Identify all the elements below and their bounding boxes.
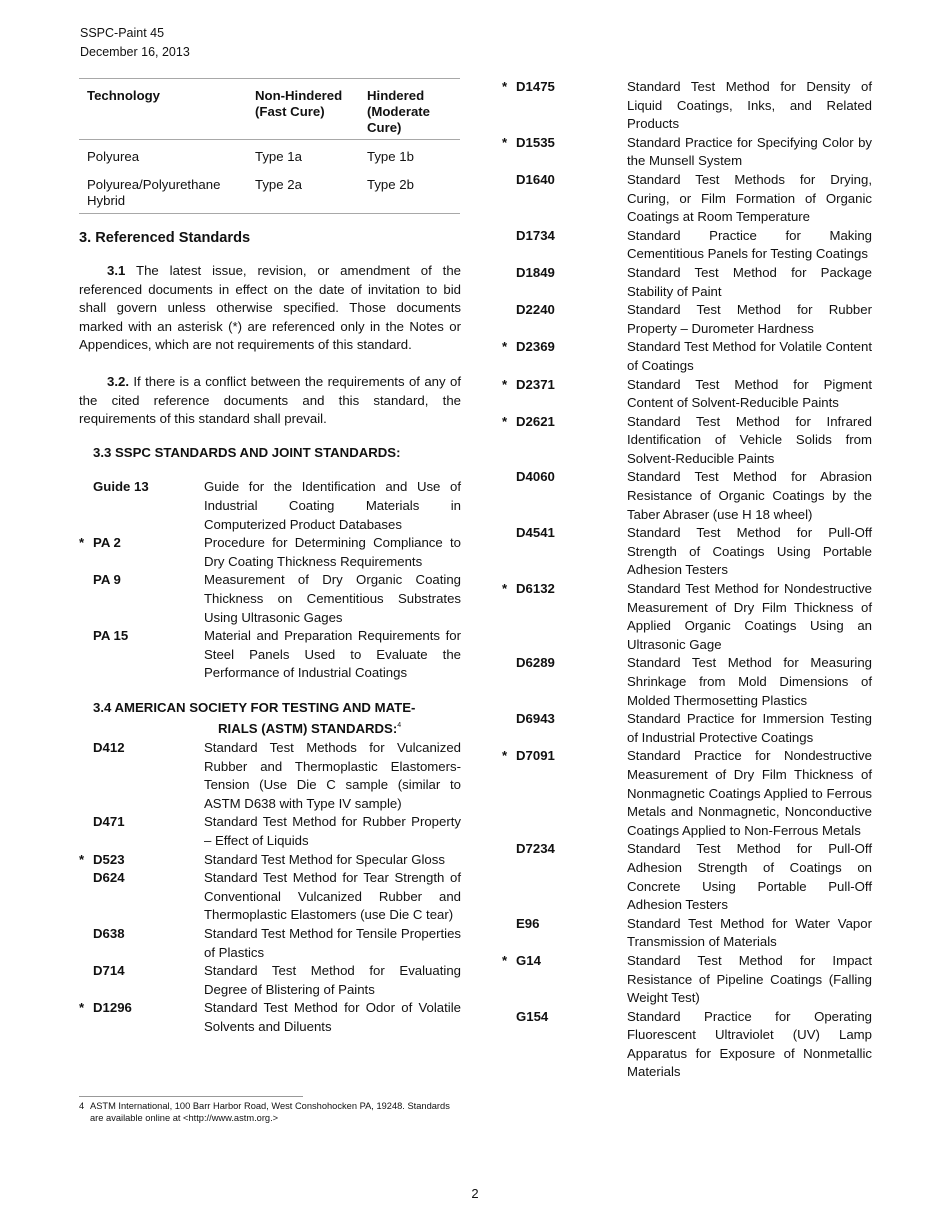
subsection-heading-line1: 3.4 AMERICAN SOCIETY FOR TESTING AND MATE- [93,699,416,715]
reference-title: Standard Test Method for Impact Resistance of Pipeline Coatings (Falling Weight Test) [627,952,872,1006]
sspc-reference-list [79,478,461,683]
reference-entry [502,1008,872,1082]
reference-code: D1640 [516,171,555,187]
reference-entry [502,524,872,580]
reference-code: G154 [516,1008,549,1024]
reference-code: D412 [93,740,125,756]
table-row [79,140,460,169]
table-cell: Polyurea/Polyurethane Hybrid [87,177,221,208]
reference-title: Standard Test Method for Tensile Properties of Plastics [204,926,461,960]
reference-entry [79,478,461,534]
asterisk-marker [502,264,516,301]
reference-code: D7091 [516,748,555,764]
reference-entry [79,534,461,571]
reference-title: Standard Test Method for Water Vapor Transmission of Materials [627,915,872,950]
reference-entry [502,338,872,375]
reference-title: Standard Test Method for Evaluating Degree of Blistering of Paints [204,963,461,997]
reference-title: Standard Test Methods for Vulcanized Rubber and Thermoplastic Elastomers-Tension (Use Die C sample (similar to ASTM D638 with Type IV sample) [204,740,461,811]
reference-code: G14 [516,952,541,968]
reference-code: D1849 [516,264,555,280]
asterisk-marker: * [502,952,508,968]
table-cell: Polyurea [87,149,140,164]
paragraph-number: 3.2. [107,373,129,389]
reference-title: Material and Preparation Requirements for Steel Panels Used to Evaluate the Performance of Industrial Coatings [204,628,461,681]
reference-title: Standard Test Method for Density of Liquid Coatings, Inks, and Related Products [627,79,872,132]
reference-entry [79,571,461,627]
paragraph-number: 3.1 [107,263,126,278]
subsection-heading-line2: RIALS (ASTM) STANDARDS: [218,721,398,737]
reference-title: Standard Test Method for Tear Strength of Conventional Vulcanized Rubber and Thermoplastic Elastomers (use Die C tear) [204,870,461,923]
reference-code: D624 [93,870,125,886]
asterisk-marker [502,710,516,747]
asterisk-marker [79,739,93,813]
reference-entry [502,840,872,914]
reference-entry [502,915,872,952]
reference-title: Standard Test Method for Odor of Volatile Solvents and Diluents [204,1000,461,1034]
reference-title: Standard Test Method for Rubber Property – Durometer Hardness [627,302,872,336]
reference-entry [502,468,872,524]
reference-title: Standard Practice for Specifying Color by the Munsell System [627,134,872,169]
asterisk-marker [79,925,93,962]
asterisk-marker [502,1008,516,1082]
reference-code: D1734 [516,227,555,243]
reference-code: E96 [516,915,540,931]
reference-title: Standard Test Method for Measuring Shrinkage from Mold Dimensions of Molded Thermosetting Plastics [627,655,872,708]
asterisk-marker: * [79,535,85,551]
right-column [502,78,872,1082]
reference-entry [502,580,872,654]
page-number: 2 [471,1186,479,1201]
reference-title: Standard Test Method for Volatile Content of Coatings [627,339,872,373]
table-header: Non-Hindered (Fast Cure) [247,79,359,140]
reference-code: D6943 [516,711,555,727]
reference-title: Standard Test Method for Pull-Off Adhesion Strength of Coatings on Concrete Using Portable Pull-Off Adhesion Testers [627,841,872,913]
section-heading: 3. Referenced Standards [79,230,251,246]
reference-code: D7234 [516,841,555,857]
asterisk-marker: * [502,748,508,764]
reference-title: Guide for the Identification and Use of Industrial Coating Materials in Computerized Product Databases [204,479,461,532]
reference-code: D1475 [516,79,555,94]
reference-code: D523 [93,851,125,867]
asterisk-marker: * [502,581,508,597]
reference-title: Standard Practice for Operating Fluorescent Ultraviolet (UV) Lamp Apparatus for Exposure of Nonmetallic Materials [627,1008,872,1080]
reference-title: Standard Practice for Immersion Testing of Industrial Protective Coatings [627,711,872,745]
asterisk-marker [79,962,93,999]
reference-title: Standard Practice for Nondestructive Measurement of Dry Film Thickness of Nonmagnetic Coatings Applied to Ferrous Metals and Nonmagnetic, Nonconductive Coatings Applied to Non-Ferrous Metals [627,748,872,838]
reference-title: Standard Test Method for Specular Gloss [204,851,445,867]
asterisk-marker [502,915,516,952]
reference-title: Procedure for Determining Compliance to Dry Coating Thickness Requirements [204,535,461,569]
reference-entry [502,952,872,1008]
reference-entry [79,869,461,925]
reference-entry [502,376,872,413]
asterisk-marker [502,654,516,710]
table-header: Hindered (Moderate Cure) [359,79,460,140]
asterisk-marker: * [502,413,508,429]
reference-title: Standard Test Method for Pigment Content of Solvent-Reducible Paints [627,376,872,411]
reference-code: D471 [93,814,125,830]
astm-reference-list-left [79,739,461,1037]
paragraph-text: The latest issue, revision, or amendment of the referenced documents in effect on the date of invitation to bid shall govern unless otherwise specified. Those documents marked with an asterisk (*) are referenced only in the Notes or Appendices, which are not requirements of this standard. [79,263,461,353]
reference-code: D6289 [516,655,555,671]
reference-code: D1535 [516,134,555,150]
asterisk-marker: * [502,79,508,94]
footnote-number: 4 [79,1101,85,1111]
table-cell: Type 2a [255,177,302,192]
footnote-marker: 4 [397,722,402,730]
reference-entry [502,171,872,227]
subsection-heading-3-4 [79,699,461,739]
reference-code: D2621 [516,413,555,429]
asterisk-marker: * [79,1000,85,1016]
reference-code: PA 15 [93,628,129,644]
paragraph-3-2 [79,373,461,429]
table-row [79,168,460,214]
asterisk-marker [79,813,93,850]
asterisk-marker [502,840,516,914]
reference-title: Standard Practice for Making Cementitious Panels for Testing Coatings [627,227,872,262]
asterisk-marker [502,524,516,580]
reference-code: D6132 [516,581,555,597]
reference-title: Standard Test Methods for Drying, Curing, or Film Formation of Organic Coatings at Room Temperature [627,171,872,225]
asterisk-marker [79,627,93,683]
reference-title: Standard Test Method for Rubber Property – Effect of Liquids [204,814,461,849]
reference-entry [502,134,872,171]
reference-title: Standard Test Method for Package Stability of Paint [627,264,872,299]
footnote [79,1100,461,1124]
asterisk-marker [79,478,93,534]
doc-id: SSPC-Paint 45 [80,26,165,40]
asterisk-marker [79,869,93,925]
reference-entry [502,301,872,338]
asterisk-marker: * [502,134,508,150]
reference-entry [79,999,461,1036]
footnote-rule [79,1096,303,1097]
reference-entry [502,747,872,840]
table-cell: Type 2b [367,177,414,192]
reference-code: Guide 13 [93,479,149,495]
reference-code: D1296 [93,1000,132,1016]
left-column [79,78,461,1037]
reference-code: D4541 [516,525,555,541]
technology-table [79,78,460,214]
reference-entry [79,739,461,813]
paragraph-3-1 [79,262,461,355]
asterisk-marker: * [79,851,85,867]
reference-entry [79,962,461,999]
reference-title: Standard Test Method for Nondestructive Measurement of Dry Film Thickness of Applied Organic Coatings Using an Ultrasonic Gage [627,581,872,652]
footnote-text: ASTM International, 100 Barr Harbor Road, West Conshohocken PA, 19248. Standards are available online at <http://www.astm.org.> [90,1101,450,1123]
reference-entry [502,413,872,469]
reference-entry [502,710,872,747]
doc-date: December 16, 2013 [80,45,190,59]
reference-entry [79,813,461,850]
reference-code: D4060 [516,469,555,485]
reference-code: D2369 [516,339,555,355]
table-cell: Type 1a [255,149,302,164]
reference-code: PA 2 [93,535,121,551]
asterisk-marker [502,171,516,227]
reference-code: D714 [93,963,125,979]
reference-entry [502,264,872,301]
asterisk-marker [502,227,516,264]
reference-title: Measurement of Dry Organic Coating Thickness on Cementitious Substrates Using Ultrasonic Gages [204,572,461,625]
asterisk-marker [502,301,516,338]
reference-code: PA 9 [93,572,121,588]
table-header-row [79,79,460,140]
asterisk-marker: * [502,339,508,355]
reference-title: Standard Test Method for Pull-Off Strength of Coatings Using Portable Adhesion Testers [627,525,872,578]
reference-title: Standard Test Method for Infrared Identification of Vehicle Solids from Solvent-Reducible Paints [627,413,872,466]
reference-entry [79,851,461,870]
reference-code: D2371 [516,376,555,392]
asterisk-marker [79,571,93,627]
asterisk-marker: * [502,376,508,392]
reference-title: Standard Test Method for Abrasion Resistance of Organic Coatings by the Taber Abraser (use H 18 wheel) [627,469,872,522]
table-header: Technology [79,79,247,140]
reference-entry [79,925,461,962]
table-cell: Type 1b [367,149,414,164]
asterisk-marker [502,468,516,524]
paragraph-text: If there is a conflict between the requirements of any of the cited reference documents and this standard, the requirements of this standard shall prevail. [79,373,461,427]
reference-entry [502,227,872,264]
reference-entry [502,654,872,710]
reference-code: D2240 [516,302,555,318]
reference-entry [502,78,872,134]
reference-entry [79,627,461,683]
reference-code: D638 [93,926,125,941]
subsection-heading-3-3: 3.3 SSPC STANDARDS AND JOINT STANDARDS: [93,444,401,460]
